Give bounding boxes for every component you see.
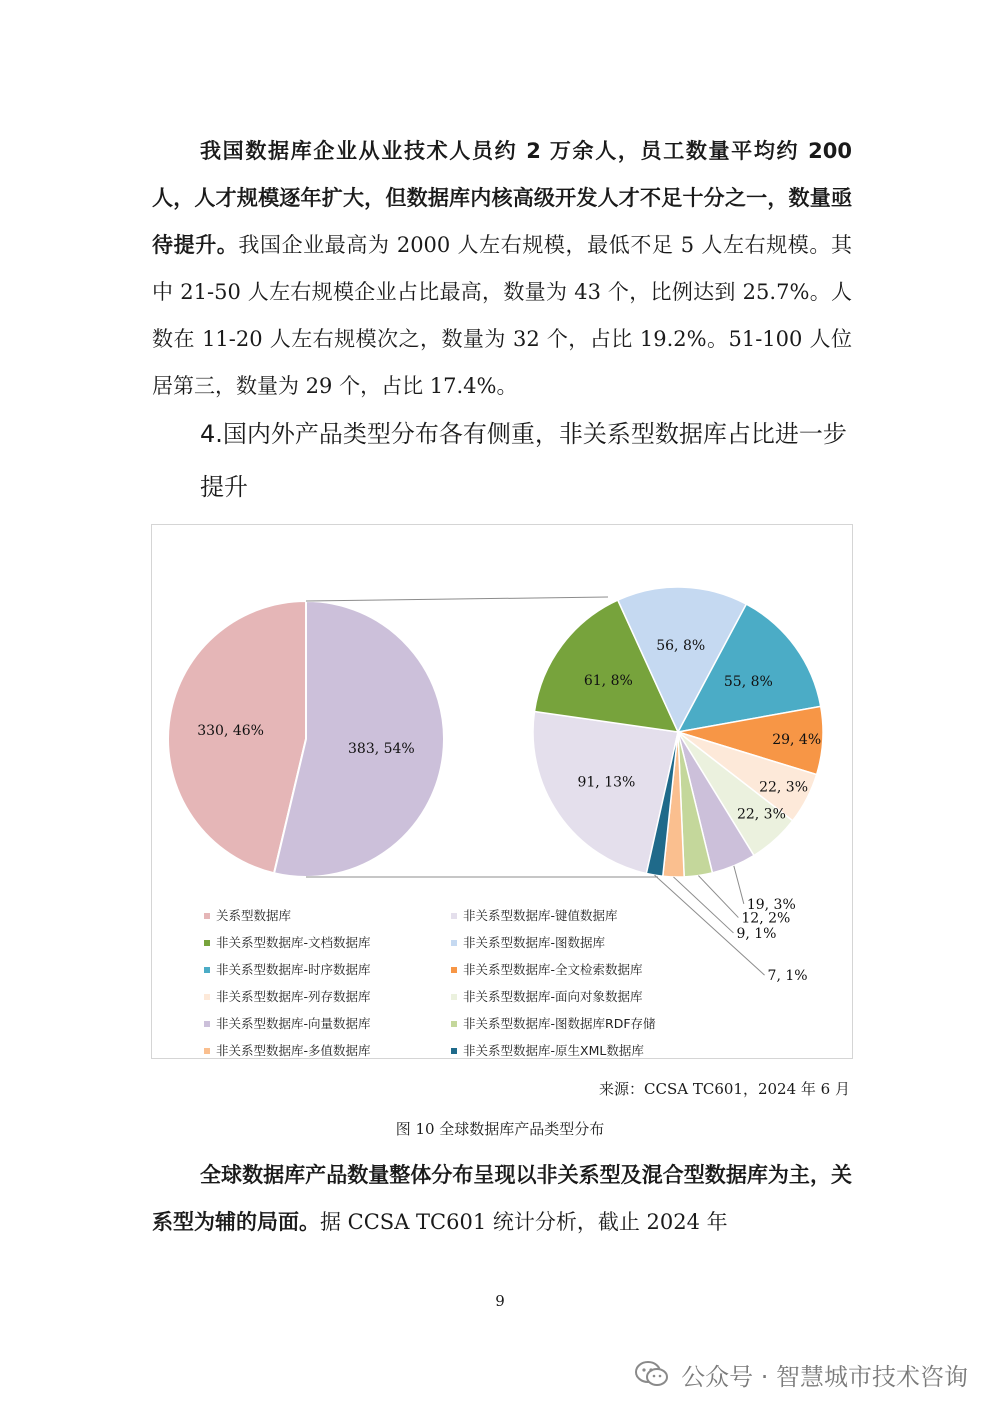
sub-pie-label-5: 22, 3% [759,779,809,796]
sub-pie-label-3: 55, 8% [723,673,773,690]
paragraph-talent-normal: 我国企业最高为 2000 人左右规模，最低不足 5 人左右规模。其中 21-50 人左右规模企业占比最高，数量为 43 个，比例达到 25.7%。人数在 11-20 人左右规模次之，数量为 32 个，占比 19.2%。51-100 人位居第三，数量为 29 个，占比 17.4%。 [152,233,852,398]
sub-pie-label-0: 91, 13% [577,774,636,791]
legend-swatch-7 [451,994,457,1000]
paragraph-global-bold: 全球数据库产品数量整体分布呈现以非关系型及混合型数据库为主，关系型为辅的局面。 [152,1163,852,1234]
sub-pie-leader-7 [734,866,744,904]
sub-pie-label-8: 12, 2% [741,910,791,927]
legend-swatch-0 [204,913,210,919]
legend-label-3: 非关系型数据库-图数据库 [463,935,606,950]
legend-label-5: 非关系型数据库-全文检索数据库 [463,962,643,977]
legend-swatch-2 [204,940,210,946]
sub-pie-label-4: 29, 4% [772,732,822,749]
paragraph-global [152,1152,852,1246]
sub-pie-label-7: 19, 3% [746,896,796,913]
pie-of-pie-chart [152,525,852,1058]
legend-swatch-11 [451,1048,457,1054]
legend-swatch-10 [204,1048,210,1054]
legend-label-4: 非关系型数据库-时序数据库 [216,962,371,977]
sub-pie-leader-9 [673,877,733,933]
figure-caption: 图 10 全球数据库产品类型分布 [395,1120,605,1138]
paragraph-talent-bold: 我国数据库企业从业技术人员约 2 万余人，员工数量平均约 200 人，人才规模逐年扩大，但数据库内核高级开发人才不足十分之一，数量亟待提升。 [152,139,852,257]
page-number: 9 [495,1292,505,1310]
sub-pie-label-1: 61, 8% [583,672,633,689]
section-heading: 4.国内外产品类型分布各有侧重，非关系型数据库占比进一步提升 [200,420,847,501]
legend-swatch-6 [204,994,210,1000]
sub-pie-label-9: 9, 1% [736,925,777,942]
legend-swatch-1 [451,913,457,919]
sub-pie-label-2: 56, 8% [656,638,706,655]
legend-label-8: 非关系型数据库-向量数据库 [216,1016,371,1031]
main-pie-label-0: 330, 46% [197,723,264,740]
sub-pie-label-10: 7, 1% [767,968,808,985]
watermark [635,1354,968,1394]
legend-swatch-8 [204,1021,210,1027]
legend-swatch-4 [204,967,210,973]
legend-label-10: 非关系型数据库-多值数据库 [216,1043,371,1058]
legend-label-2: 非关系型数据库-文档数据库 [216,935,371,950]
legend-label-7: 非关系型数据库-面向对象数据库 [463,989,643,1004]
legend-label-0: 关系型数据库 [216,908,292,923]
sub-pie-label-6: 22, 3% [736,806,786,823]
legend-swatch-5 [451,967,457,973]
figure-source: 来源：CCSA TC601，2024 年 6 月 [599,1080,850,1098]
legend-label-11: 非关系型数据库-原生XML数据库 [463,1043,644,1058]
paragraph-talent [152,128,852,410]
main-pie-label-1: 383, 54% [348,740,415,757]
figure-chart [151,524,853,1059]
connector-line-top [306,597,608,601]
legend-label-6: 非关系型数据库-列存数据库 [216,989,371,1004]
paragraph-global-normal: 据 CCSA TC601 统计分析，截止 2024 年 [320,1210,728,1234]
legend-swatch-3 [451,940,457,946]
legend-swatch-9 [451,1021,457,1027]
watermark-text: 公众号 · 智慧城市技术咨询 [681,1362,968,1391]
legend-label-1: 非关系型数据库-键值数据库 [463,908,618,923]
sub-pie-leader-8 [698,876,738,918]
legend-label-9: 非关系型数据库-图数据库RDF存储 [463,1016,656,1031]
wechat-icon [635,1360,669,1388]
